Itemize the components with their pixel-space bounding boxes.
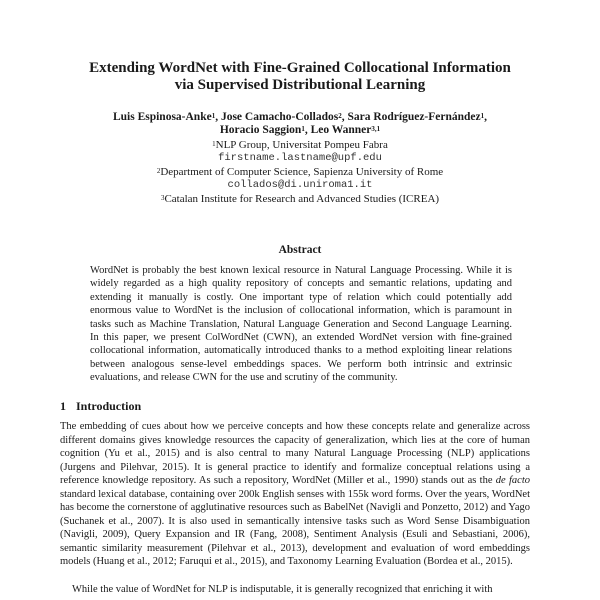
abstract-text: WordNet is probably the best known lexical resource in Natural Language Processing. While it is widely regarded as a high quality repository of concepts and semantic relations, updating and extending it manually is costly. One important type of relation which could potentially add enormous value to WordNet is the inclusion of collocational information, which is paramount in tasks such as Machine Translation, Natural Language Generation and Second Language Learning. In this paper, we present ColWordNet (CWN), an extended WordNet version with fine-grained collocational information, automatically introduced thanks to a method exploiting linear relations between analogous sense-level embeddings spaces. We perform both intrinsic and extrinsic evaluations, and release CWN for the use and scrutiny of the community. <box>90 265 512 384</box>
affiliation-3 <box>40 193 560 206</box>
author-sup: 3,1 <box>371 125 381 133</box>
paragraph-text: standard lexical database, containing over 200k English senses with 155k word forms. Over the years, WordNet has become the cornerstone of agglutinative resources such as BabelNet (Navigli and Ponzetto, 2012) and Yago (Suchanek et al., 2007). It is also used in semantically intensive tasks such as Word Sense Disambiguation (Navigli, 2009), Query Expansion and IR (Fang, 2008), Sentiment Analysis (Esuli and Sebastiani, 2006), semantic similarity measurement (Pilehvar et al., 2013), development and evaluation of word embeddings models (Huang et al., 2012; Faruqui et al., 2015), and Taxonomy Learning Evaluation (Bordea et al., 2015). <box>60 488 530 567</box>
section-number: 1 <box>60 399 66 413</box>
affiliation-name: Department of Computer Science, Sapienza University of Rome <box>160 166 444 178</box>
affiliation-sup: 1 <box>212 140 216 148</box>
author-name: Leo Wanner <box>310 124 372 136</box>
author-sup: 1 <box>211 112 216 120</box>
title-line-1: Extending WordNet with Fine-Grained Collocational Information <box>89 60 511 76</box>
affiliation-name: NLP Group, Universitat Pompeu Fabra <box>215 139 388 151</box>
title-line-2: via Supervised Distributional Learning <box>174 77 426 93</box>
author-list <box>40 111 560 137</box>
affiliation-1 <box>40 139 560 152</box>
intro-paragraph-2: While the value of WordNet for NLP is indisputable, it is generally recognized that enriching it with <box>72 584 493 595</box>
paper-title <box>40 60 560 94</box>
author-name: Luis Espinosa-Anke <box>112 111 212 123</box>
affiliation-sup: 3 <box>160 194 165 202</box>
intro-paragraph-1 <box>60 420 530 569</box>
author-sup: 1 <box>480 112 485 120</box>
paragraph-emphasis: de facto <box>495 475 530 486</box>
author-line-2: Horacio Saggion$^1$, Leo Wanner$^{3,1}$ <box>219 124 381 136</box>
author-name: Horacio Saggion <box>219 124 302 136</box>
paragraph-text: The embedding of cues about how we perceive concepts and how these concepts relate and generalize across different domains gives knowledge resources the capacity of generalization, which lies at the core of human cognition (Yu et al., 2015) and is also central to many Natural Language Processing (NLP) applications (Jurgens and Pilehvar, 2015). It is general practice to identify and formalize conceptual relations using a reference knowledge repository. As such a repository, WordNet (Miller et al., 1990) stands out as the <box>60 421 530 486</box>
author-name: Jose Camacho-Collados <box>220 111 339 123</box>
section-title: Introduction <box>76 399 142 413</box>
author-name: Sara Rodríguez-Fernández <box>347 111 481 123</box>
section-heading <box>60 399 141 414</box>
affiliation-2 <box>40 166 560 179</box>
author-sup: 1 <box>301 125 305 133</box>
affiliation-name: Catalan Institute for Research and Advanced Studies (ICREA) <box>164 193 440 205</box>
author-sup: 2 <box>338 112 342 120</box>
abstract-heading: Abstract <box>278 244 322 256</box>
affiliation-1-email: firstname.lastname@upf.edu <box>218 152 382 164</box>
author-line-1: Luis Espinosa-Anke$^1$, Jose Camacho-Collados$^2$, Sara Rodríguez-Fernández$^1$, <box>112 111 488 123</box>
affiliation-sup: 2 <box>156 167 161 175</box>
affiliation-2-email: collados@di.uniroma1.it <box>227 179 373 191</box>
